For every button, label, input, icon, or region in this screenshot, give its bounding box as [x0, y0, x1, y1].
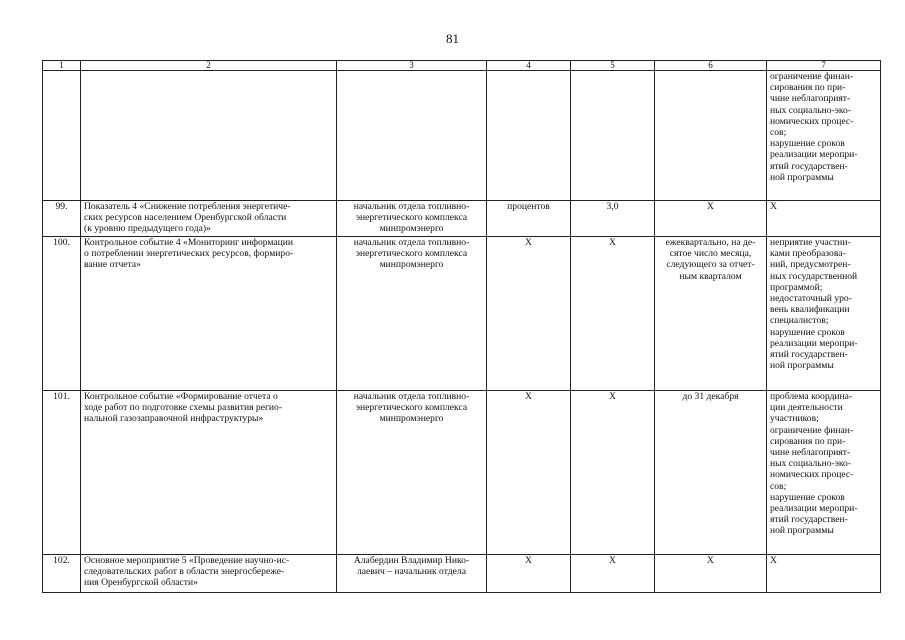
- risks-cell: X: [767, 201, 881, 237]
- program-table: [42, 60, 881, 593]
- name-cell: Контрольное событие 4 «Мониторинг информации о потреблении энергетических ресурсов, формиро- вание отчета»: [81, 237, 337, 391]
- risks-cell: X: [767, 555, 881, 593]
- responsible-cell: начальник отдела топливно- энергетического комплекса минпромэнерго: [337, 391, 487, 555]
- row-number-cell: 102.: [43, 555, 81, 593]
- table-row: [43, 237, 881, 391]
- deadline-cell: X: [655, 555, 767, 593]
- row-number-cell: 101.: [43, 391, 81, 555]
- column-header: 5: [571, 61, 655, 71]
- deadline-cell: X: [655, 201, 767, 237]
- name-cell: Основное мероприятие 5 «Проведение научно-ис- следовательских работ в области энергосбереже- ния Оренбургской области»: [81, 555, 337, 593]
- row-number-cell: 100.: [43, 237, 81, 391]
- unit-cell: процентов: [487, 201, 571, 237]
- name-cell: [81, 71, 337, 201]
- risks-cell: ограничение финан- сирования по при- чине неблагоприят- ных социально-эко- номических процес- сов; нарушение сроков реализации меропри- ятий государствен- ной программы: [767, 71, 881, 201]
- column-header: 2: [81, 61, 337, 71]
- responsible-cell: начальник отдела топливно- энергетического комплекса минпромэнерго: [337, 201, 487, 237]
- table-row: [43, 71, 881, 201]
- responsible-cell: Алабердин Владимир Нико- лаевич – начальник отдела: [337, 555, 487, 593]
- risks-cell: неприятие участни- ками преобразова- ний, предусмотрен- ных государственной программой; недостаточный уро- вень квалификации специалистов; нарушение сроков реализации меропри- ятий государствен- ной программы: [767, 237, 881, 391]
- row-number-cell: [43, 71, 81, 201]
- table-row: [43, 201, 881, 237]
- responsible-cell: [337, 71, 487, 201]
- unit-cell: [487, 71, 571, 201]
- value-cell: X: [571, 237, 655, 391]
- risks-cell: проблема координа- ции деятельности участников; ограничение финан- сирования по при- чине неблагоприят- ных социально-эко- номических процес- сов; нарушение сроков реализации меропри- ятий государствен- ной программы: [767, 391, 881, 555]
- value-cell: X: [571, 391, 655, 555]
- unit-cell: X: [487, 555, 571, 593]
- value-cell: X: [571, 555, 655, 593]
- column-header: 4: [487, 61, 571, 71]
- table-row: [43, 391, 881, 555]
- table-row: [43, 555, 881, 593]
- column-header: 7: [767, 61, 881, 71]
- deadline-cell: до 31 декабря: [655, 391, 767, 555]
- column-header: 3: [337, 61, 487, 71]
- column-number-row: [43, 61, 881, 71]
- deadline-cell: ежеквартально, на де- сятое число месяца, следующего за отчет- ным кварталом: [655, 237, 767, 391]
- value-cell: 3,0: [571, 201, 655, 237]
- name-cell: Показатель 4 «Снижение потребления энергетиче- ских ресурсов населением Оренбургской области (к уровню предыдущего года)»: [81, 201, 337, 237]
- unit-cell: X: [487, 237, 571, 391]
- unit-cell: X: [487, 391, 571, 555]
- page-number: 81: [446, 31, 459, 46]
- responsible-cell: начальник отдела топливно- энергетического комплекса минпромэнерго: [337, 237, 487, 391]
- column-header: 6: [655, 61, 767, 71]
- column-header: 1: [43, 61, 81, 71]
- row-number-cell: 99.: [43, 201, 81, 237]
- deadline-cell: [655, 71, 767, 201]
- name-cell: Контрольное событие «Формирование отчета о ходе работ по подготовке схемы развития регио- нальной газозаправочной инфраструктуры»: [81, 391, 337, 555]
- value-cell: [571, 71, 655, 201]
